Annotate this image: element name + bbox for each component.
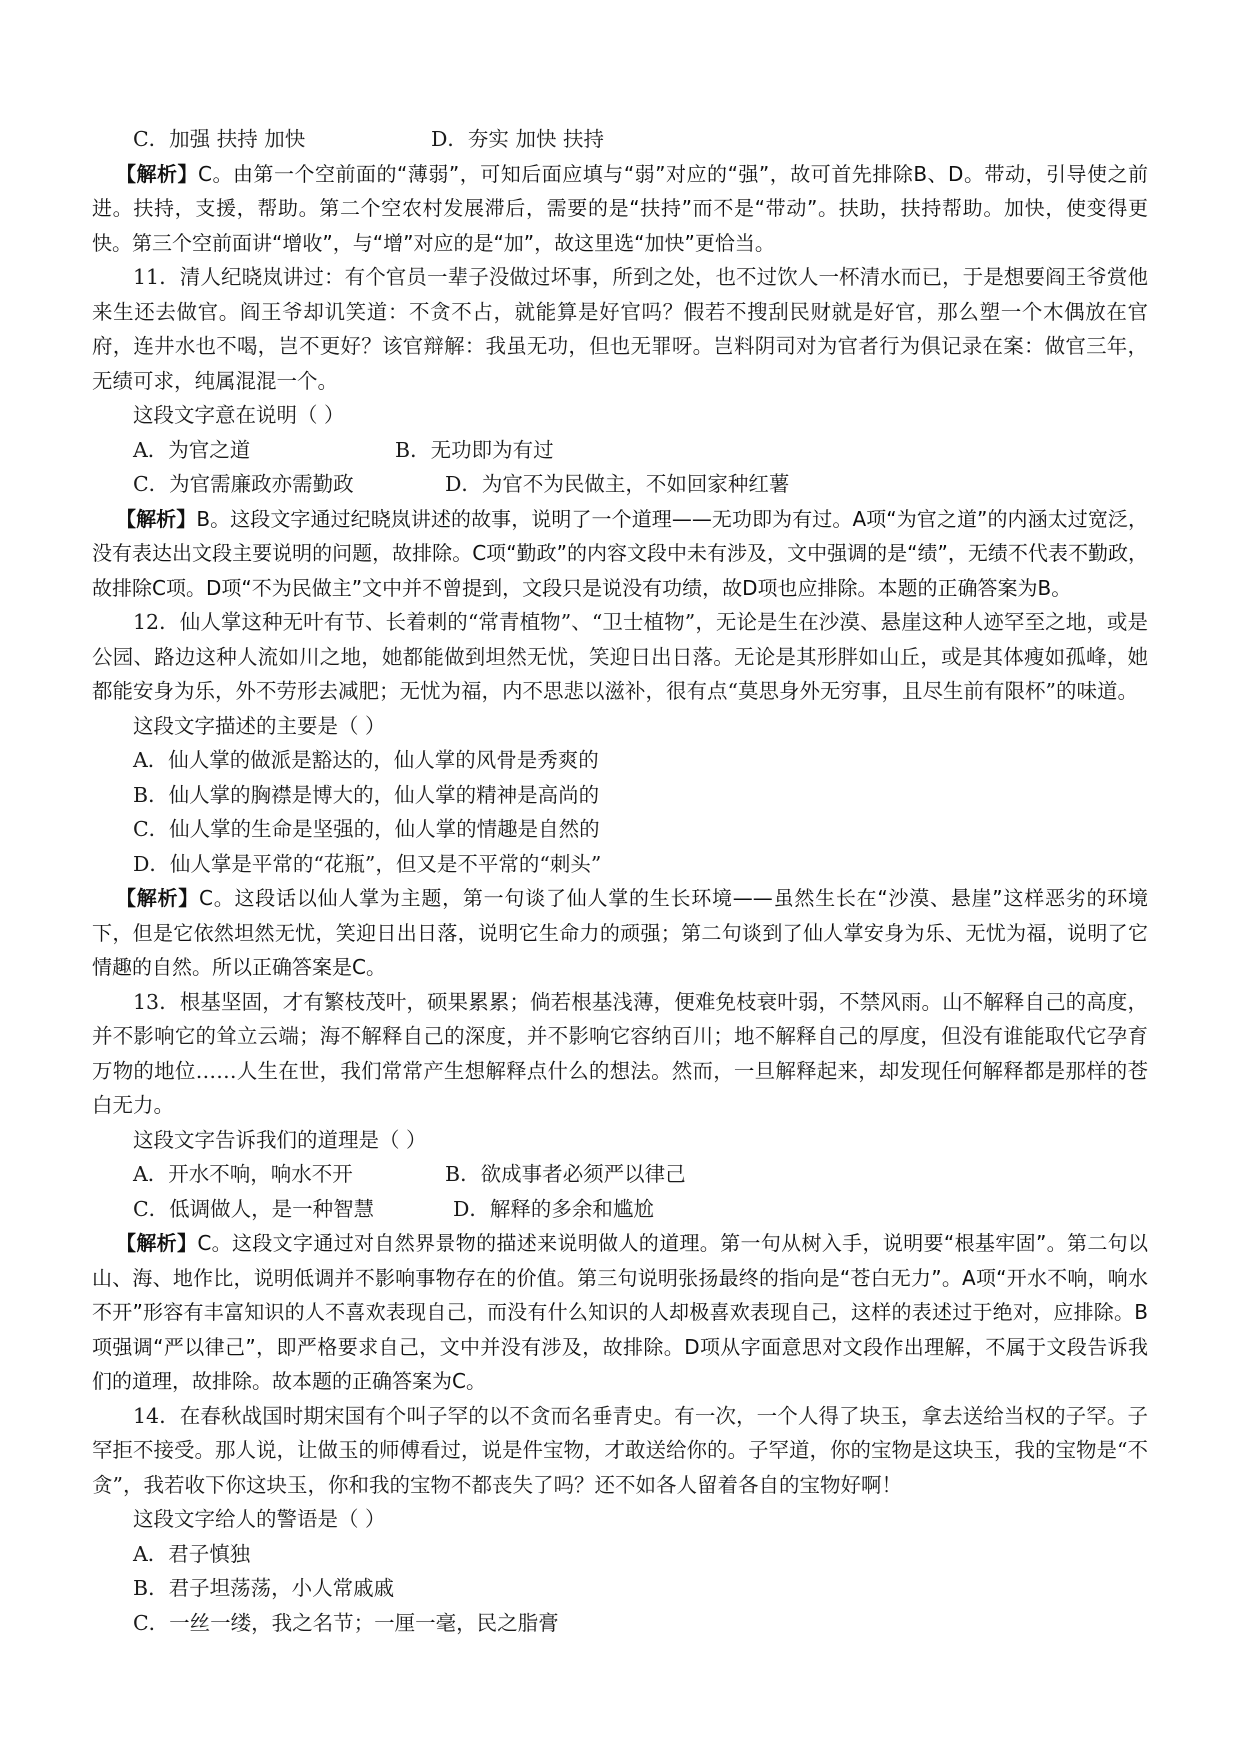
q14-option-a: A．君子慎独 (133, 1541, 251, 1566)
q13-analysis-text: C。这段文字通过对自然界景物的描述来说明做人的道理。第一句从树入手，说明要“根基牢固”。第二句以山、海、地作比，说明低调并不影响事物存在的价值。第三句说明张扬最终的指向是“苍白无力”。A项“开水不响，响水不开”形容有丰富知识的人不喜欢表现自己，而没有什么知识的人却极喜欢表现自己，这样的表述过于绝对，应排除。B项强调“严以律己”，即严格要求自己，文中并没有涉及，故排除。D项从字面意思对文段作出理解，不属于文段告诉我们的道理，故排除。故本题的正确答案为C。 (92, 1231, 1149, 1393)
q10-option-c: C．加强 扶持 加快 (133, 127, 306, 151)
q12-option-c: C．仙人掌的生命是坚强的，仙人掌的情趣是自然的 (133, 817, 600, 841)
q13-prompt: 这段文字告诉我们的道理是（ ） (133, 1127, 427, 1152)
q14-option-b: B．君子坦荡荡，小人常戚戚 (133, 1576, 395, 1600)
q11-option-d: D．为官不为民做主，不如回家种红薯 (445, 472, 790, 496)
q13-stem: 13．根基坚固，才有繁枝茂叶，硕果累累；倘若根基浅薄，便难免枝衰叶弱，不禁风雨。山不解释自己的高度，并不影响它的耸立云端；海不解释自己的深度，并不影响它容纳百川；地不解释自己的厚度，但没有谁能取代它孕育万物的地位……人生在世，我们常常产生想解释点什么的想法。然而，一旦解释起来，却发现任何解释都是那样的苍白无力。 (92, 989, 1148, 1117)
q12-analysis-text: C。这段话以仙人掌为主题，第一句谈了仙人掌的生长环境——虽然生长在“沙漠、悬崖”这样恶劣的环境下，但是它依然坦然无忧，笑迎日出日落，说明它生命力的顽强；第二句谈到了仙人掌安身为乐、无忧为福，说明了它情趣的自然。所以正确答案是C。 (92, 886, 1149, 979)
q12-analysis-tag: 【解析】 (116, 886, 200, 910)
q11-analysis-tag: 【解析】 (116, 506, 197, 531)
q13-option-c: C．低调做人，是一种智慧 (133, 1196, 375, 1221)
q12-prompt: 这段文字描述的主要是（ ） (133, 713, 386, 738)
q12-analysis (92, 881, 1148, 985)
q13-option-b: B．欲成事者必须严以律己 (445, 1162, 686, 1186)
q11-option-b: B．无功即为有过 (395, 437, 554, 462)
q11-analysis (92, 502, 1148, 606)
q14-stem: 14．在春秋战国时期宋国有个叫子罕的以不贪而名垂青史。有一次，一个人得了块玉，拿去送给当权的子罕。子罕拒不接受。那人说，让做玉的师傅看过，说是件宝物，才敢送给你的。子罕道，你的宝物是这块玉，我的宝物是“不贪”，我若收下你这块玉，你和我的宝物不都丧失了吗？还不如各人留着各自的宝物好啊！ (92, 1403, 1148, 1497)
q12-stem: 12．仙人掌这种无叶有节、长着刺的“常青植物”、“卫士植物”，无论是生在沙漠、悬崖这种人迹罕至之地，或是公园、路边这种人流如川之地，她都能做到坦然无忧，笑迎日出日落。无论是其形胖如山丘，或是其体瘦如孤峰，她都能安身为乐，外不劳形去减肥；无忧为福，内不思悲以滋补，很有点“莫思身外无穷事，且尽生前有限杯”的味道。 (92, 610, 1148, 703)
q11-prompt: 这段文字意在说明（ ） (133, 403, 345, 427)
q13-option-a: A．开水不响，响水不开 (133, 1162, 353, 1186)
q12-option-a: A．仙人掌的做派是豁达的，仙人掌的风骨是秀爽的 (133, 748, 599, 772)
q12-option-d: D．仙人掌是平常的“花瓶”，但又是不平常的“刺头” (133, 851, 602, 876)
q11-analysis-text: B。这段文字通过纪晓岚讲述的故事，说明了一个道理——无功即为有过。A项“为官之道”的内涵太过宽泛，没有表达出文段主要说明的问题，故排除。C项“勤政”的内容文段中未有涉及，文中强调的是“绩”，无绩不代表不勤政，故排除C项。D项“不为民做主”文中并不曾提到，文段只是说没有功绩，故D项也应排除。本题的正确答案为B。 (92, 506, 1149, 600)
q11-stem: 11．清人纪晓岚讲过：有个官员一辈子没做过坏事，所到之处，也不过饮人一杯清水而已，于是想要阎王爷赏他来生还去做官。阎王爷却讥笑道：不贪不占，就能算是好官吗？假若不搜刮民财就是好官，那么塑一个木偶放在官府，连井水也不喝，岂不更好？该官辩解：我虽无功，但也无罪呀。岂料阴司对为官者行为俱记录在案：做官三年，无绩可求，纯属混混一个。 (92, 265, 1148, 393)
q11-option-c: C．为官需廉政亦需勤政 (133, 472, 354, 496)
q10-analysis-tag: 【解析】 (116, 161, 199, 186)
q14-prompt: 这段文字给人的警语是（ ） (133, 1507, 386, 1531)
q11-option-a: A．为官之道 (133, 437, 251, 462)
q12-option-b: B．仙人掌的胸襟是博大的，仙人掌的精神是高尚的 (133, 782, 600, 807)
q10-options-cd (92, 122, 1148, 157)
q10-option-d: D．夯实 加快 扶持 (431, 127, 604, 151)
q11-options-cd (92, 467, 1148, 502)
q13-options-ab (92, 1157, 1148, 1192)
q10-analysis-text: C。由第一个空前面的“薄弱”，可知后面应填与“弱”对应的“强”，故可首先排除B、D。带动，引导使之前进。扶持，支援，帮助。第二个空农村发展滞后，需要的是“扶持”而不是“带动”。扶助，扶持帮助。加快，使变得更快。第三个空前面讲“增收”，与“增”对应的是“加”，故这里选“加快”更恰当。 (92, 161, 1149, 255)
q13-options-cd (92, 1192, 1148, 1227)
document-page (92, 122, 1148, 1640)
q10-analysis (92, 157, 1148, 261)
q11-options-ab (92, 433, 1148, 468)
q13-analysis-tag: 【解析】 (116, 1231, 198, 1255)
q13-option-d: D．解释的多余和尴尬 (453, 1196, 654, 1221)
q13-analysis (92, 1226, 1148, 1399)
q14-option-c: C．一丝一缕，我之名节；一厘一毫，民之脂膏 (133, 1610, 559, 1635)
